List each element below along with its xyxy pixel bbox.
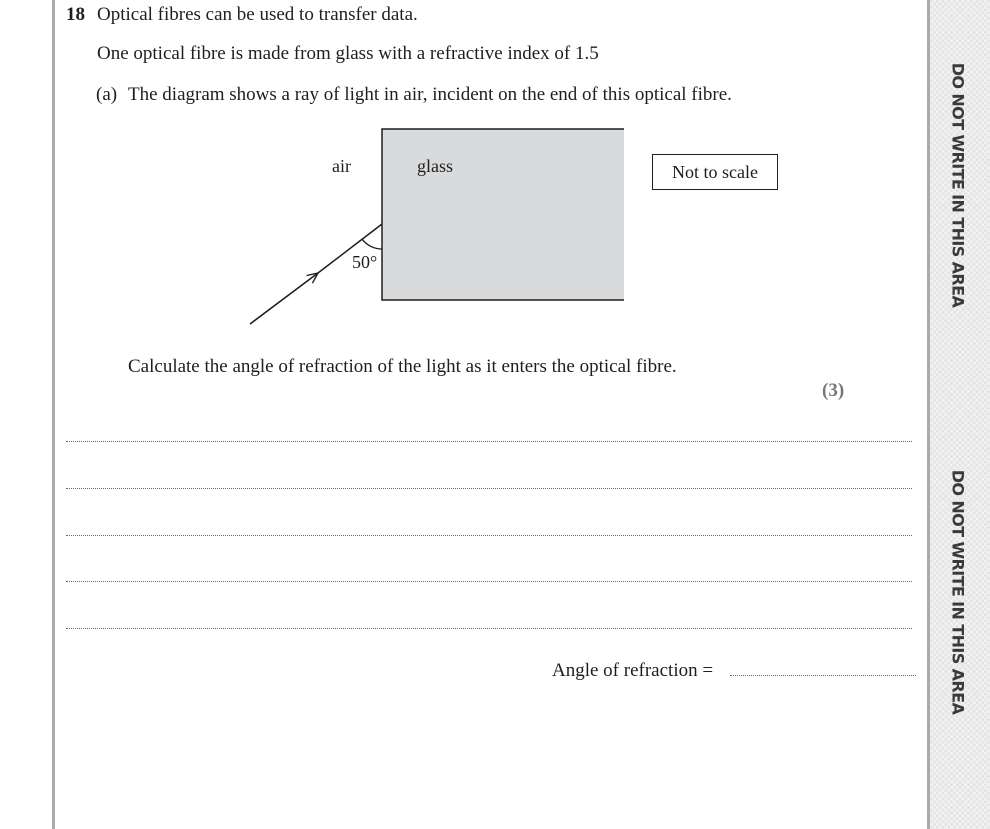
glass-label: glass [417,156,453,176]
part-a-prompt: Calculate the angle of refraction of the light as it enters the optical fibre. [128,356,677,377]
answer-line-5[interactable] [66,628,912,629]
part-a-text: The diagram shows a ray of light in air, incident on the end of this optical fibre. [128,84,732,105]
glass-block [382,129,624,300]
margin-warning-top: DO NOT WRITE IN THIS AREA [948,62,968,308]
not-to-scale-box: Not to scale [652,154,778,190]
angle-label: 50° [352,252,378,272]
answer-field[interactable] [730,675,916,676]
answer-label: Angle of refraction = [552,660,714,681]
incident-ray-arrow [250,273,318,324]
question-number: 18 [66,4,85,25]
question-intro: Optical fibres can be used to transfer data. [97,4,418,25]
angle-arc [362,239,382,249]
marks-badge: (3) [822,380,845,401]
answer-line-4[interactable] [66,581,912,582]
margin-warning-bottom: DO NOT WRITE IN THIS AREA [948,469,968,715]
answer-line-3[interactable] [66,535,912,536]
answer-line-1[interactable] [66,441,912,442]
air-label: air [332,156,351,176]
part-a-label: (a) [96,84,118,105]
question-statement: One optical fibre is made from glass with a refractive index of 1.5 [97,43,599,64]
answer-line-2[interactable] [66,488,912,489]
